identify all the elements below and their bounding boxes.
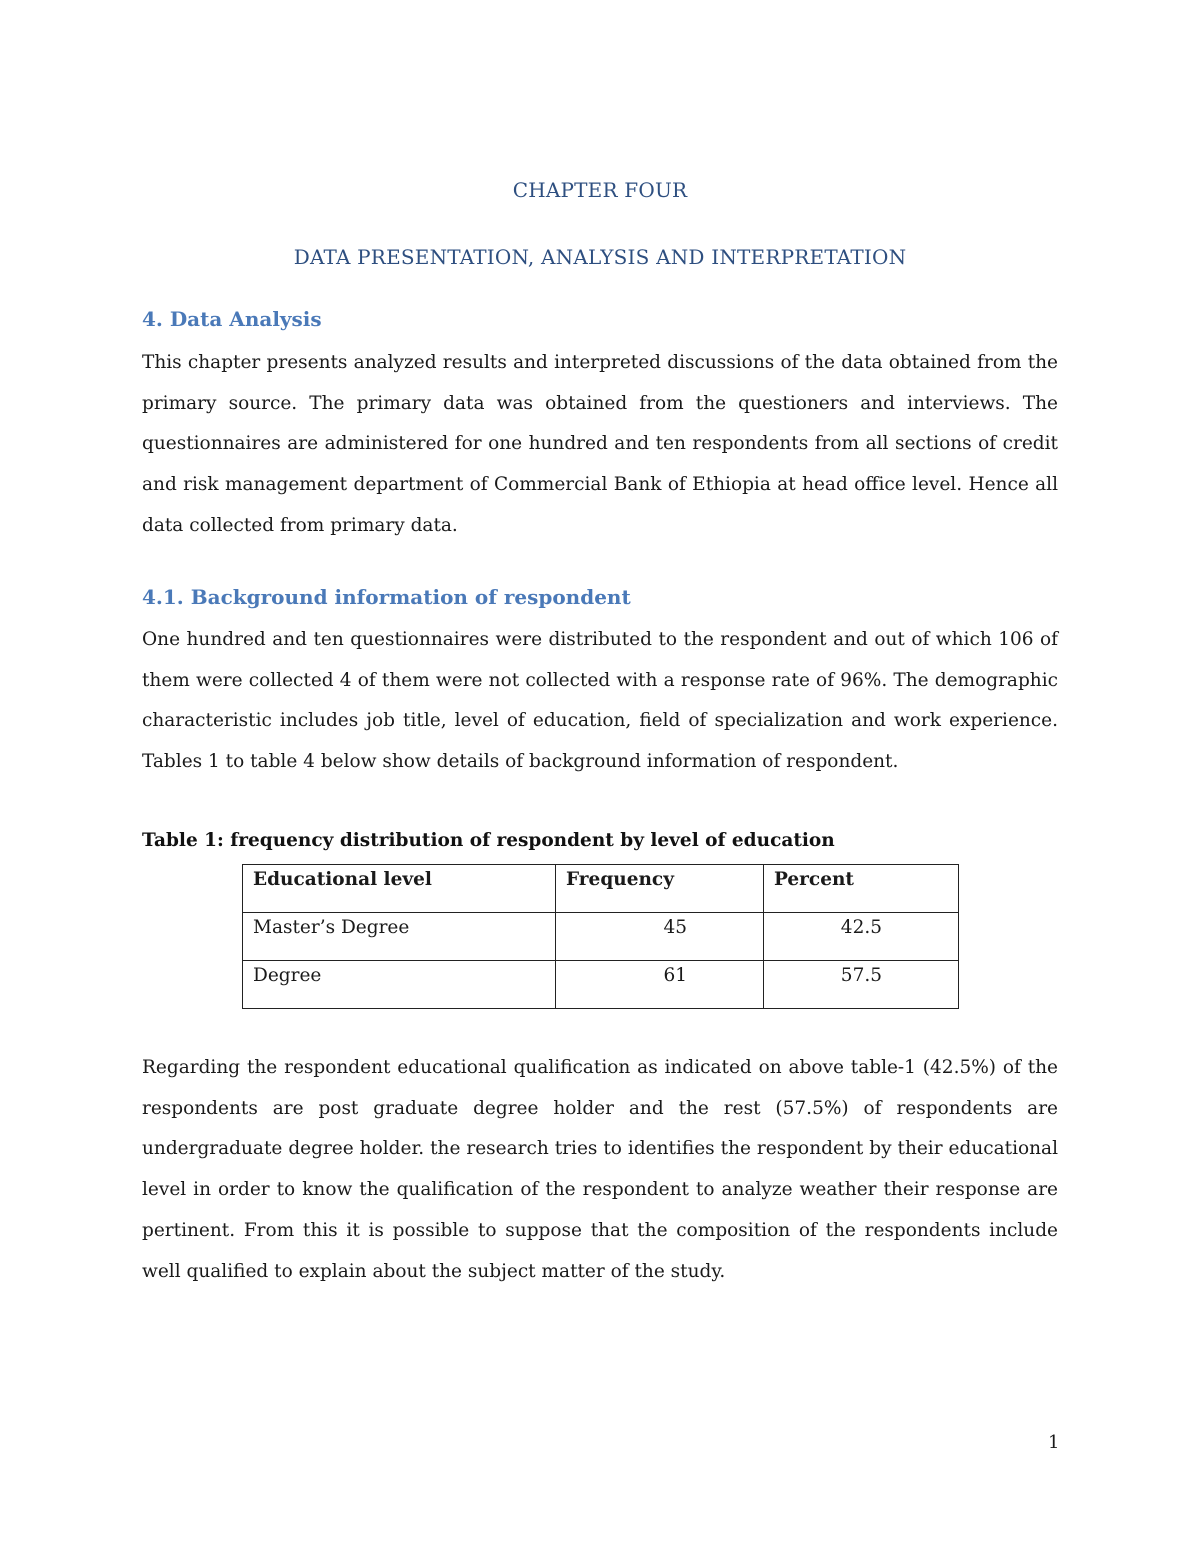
cell-level: Master’s Degree (243, 913, 556, 961)
cell-percent: 42.5 (764, 913, 959, 961)
page-number: 1 (1048, 1432, 1060, 1453)
table-header-row (243, 865, 959, 913)
section-4-body: This chapter presents analyzed results and interpreted discussions of the data obtained from the primary source. The primary data was obtained from the questioners and interviews. The questionnaires are administered for one hundred and ten respondents from all sections of credit and risk management department of Commercial Bank of Ethiopia at head office level. Hence all data collected from primary data. (142, 352, 1058, 536)
cell-percent: 57.5 (764, 961, 959, 1009)
cell-frequency: 61 (556, 961, 764, 1009)
cell-frequency: 45 (556, 913, 764, 961)
cell-level: Degree (243, 961, 556, 1009)
header-frequency: Frequency (556, 865, 764, 913)
chapter-title: DATA PRESENTATION, ANALYSIS AND INTERPRETATION (293, 245, 907, 269)
header-percent: Percent (764, 865, 959, 913)
table-row (243, 961, 959, 1009)
section-4-1-body: One hundred and ten questionnaires were distributed to the respondent and out of which 106 of them were collected 4 of them were not collected with a response rate of 96%. The demographic characteristic includes job title, level of education, field of specialization and work experience. Tables 1 to table 4 below show details of background information of respondent. (142, 629, 1058, 773)
chapter-label: CHAPTER FOUR (512, 178, 688, 202)
table-1 (242, 864, 959, 1009)
section-4-1-heading: 4.1. Background information of respondent (142, 585, 631, 609)
table-1-interpretation: Regarding the respondent educational qualification as indicated on above table-1 (42.5%) of the respondents are post graduate degree holder and the rest (57.5%) of respondents are undergraduate degree holder. the research tries to identifies the respondent by their educational level in order to know the qualification of the respondent to analyze weather their response are pertinent. From this it is possible to suppose that the composition of the respondents include well qualified to explain about the subject matter of the study. (142, 1057, 1058, 1282)
section-4-heading: 4. Data Analysis (142, 307, 322, 331)
table-1-caption: Table 1: frequency distribution of respondent by level of education (142, 830, 835, 851)
header-educational-level: Educational level (243, 865, 556, 913)
table-row (243, 913, 959, 961)
